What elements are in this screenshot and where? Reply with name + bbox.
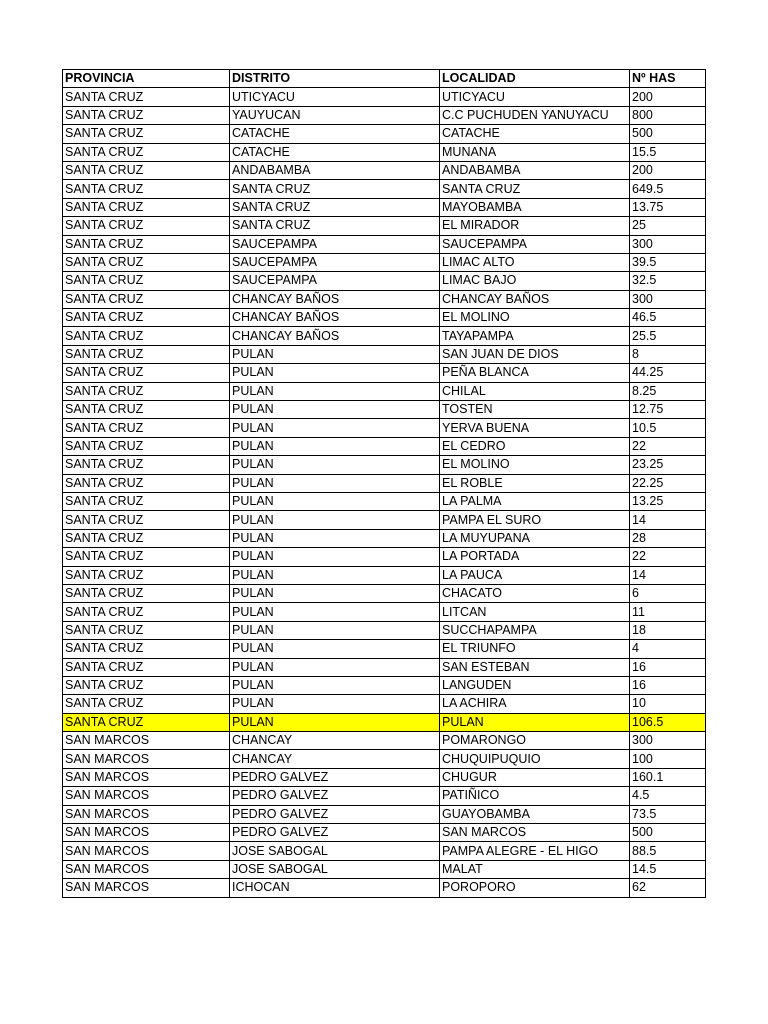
cell-distrito[interactable]: PULAN [230, 713, 440, 731]
table-row [63, 603, 706, 621]
cell-distrito[interactable]: YAUYUCAN [230, 106, 440, 124]
table-row [63, 272, 706, 290]
cell-has[interactable]: 16 [630, 658, 706, 676]
cell-has[interactable]: 12.75 [630, 401, 706, 419]
table-row [63, 437, 706, 455]
table-row [63, 106, 706, 124]
cell-distrito[interactable]: CATACHE [230, 125, 440, 143]
cell-distrito[interactable]: PULAN [230, 437, 440, 455]
cell-provincia[interactable]: SANTA CRUZ [63, 492, 230, 510]
table-row [63, 309, 706, 327]
table-row [63, 180, 706, 198]
table-row [63, 364, 706, 382]
cell-provincia[interactable]: SANTA CRUZ [63, 621, 230, 639]
cell-localidad[interactable]: EL MOLINO [440, 456, 630, 474]
cell-provincia[interactable]: SANTA CRUZ [63, 658, 230, 676]
cell-localidad[interactable]: LA PORTADA [440, 548, 630, 566]
cell-localidad[interactable]: CHANCAY BAÑOS [440, 290, 630, 308]
cell-has[interactable]: 22.25 [630, 474, 706, 492]
cell-has[interactable]: 10 [630, 695, 706, 713]
header-localidad[interactable]: LOCALIDAD [440, 70, 630, 88]
cell-localidad[interactable]: PAMPA ALEGRE - EL HIGO [440, 842, 630, 860]
cell-has[interactable]: 800 [630, 106, 706, 124]
cell-has[interactable]: 6 [630, 584, 706, 602]
cell-localidad[interactable]: SAUCEPAMPA [440, 235, 630, 253]
cell-provincia[interactable]: SANTA CRUZ [63, 548, 230, 566]
cell-has[interactable]: 160.1 [630, 768, 706, 786]
table-row [63, 676, 706, 694]
cell-localidad[interactable]: LITCAN [440, 603, 630, 621]
cell-localidad[interactable]: PEÑA BLANCA [440, 364, 630, 382]
cell-distrito[interactable]: PEDRO GALVEZ [230, 805, 440, 823]
cell-distrito[interactable]: PEDRO GALVEZ [230, 824, 440, 842]
cell-distrito[interactable]: PULAN [230, 474, 440, 492]
cell-distrito[interactable]: JOSE SABOGAL [230, 842, 440, 860]
cell-provincia[interactable]: SANTA CRUZ [63, 161, 230, 179]
cell-has[interactable]: 8.25 [630, 382, 706, 400]
cell-provincia[interactable]: SANTA CRUZ [63, 676, 230, 694]
cell-provincia[interactable]: SANTA CRUZ [63, 106, 230, 124]
cell-provincia[interactable]: SANTA CRUZ [63, 713, 230, 731]
cell-has[interactable]: 16 [630, 676, 706, 694]
cell-has[interactable]: 22 [630, 437, 706, 455]
cell-distrito[interactable]: PULAN [230, 419, 440, 437]
header-distrito[interactable]: DISTRITO [230, 70, 440, 88]
cell-has[interactable]: 11 [630, 603, 706, 621]
cell-provincia[interactable]: SANTA CRUZ [63, 401, 230, 419]
table-row [63, 125, 706, 143]
cell-localidad[interactable]: LIMAC BAJO [440, 272, 630, 290]
cell-has[interactable]: 44.25 [630, 364, 706, 382]
cell-has[interactable]: 100 [630, 750, 706, 768]
cell-provincia[interactable]: SANTA CRUZ [63, 272, 230, 290]
cell-provincia[interactable]: SANTA CRUZ [63, 253, 230, 271]
cell-provincia[interactable]: SANTA CRUZ [63, 180, 230, 198]
table-row [63, 235, 706, 253]
table-row [63, 529, 706, 547]
cell-provincia[interactable]: SANTA CRUZ [63, 327, 230, 345]
table-row [63, 419, 706, 437]
cell-has[interactable]: 28 [630, 529, 706, 547]
table-row [63, 768, 706, 786]
cell-localidad[interactable]: SAN JUAN DE DIOS [440, 345, 630, 363]
cell-provincia[interactable]: SANTA CRUZ [63, 143, 230, 161]
cell-distrito[interactable]: PULAN [230, 382, 440, 400]
cell-provincia[interactable]: SANTA CRUZ [63, 456, 230, 474]
table-row [63, 492, 706, 510]
cell-has[interactable]: 500 [630, 824, 706, 842]
header-provincia[interactable]: PROVINCIA [63, 70, 230, 88]
table-row [63, 713, 706, 731]
cell-distrito[interactable]: PULAN [230, 548, 440, 566]
cell-provincia[interactable]: SANTA CRUZ [63, 529, 230, 547]
cell-has[interactable]: 649.5 [630, 180, 706, 198]
cell-localidad[interactable]: MUNANA [440, 143, 630, 161]
cell-has[interactable]: 200 [630, 88, 706, 106]
cell-localidad[interactable]: EL CEDRO [440, 437, 630, 455]
cell-localidad[interactable]: MAYOBAMBA [440, 198, 630, 216]
cell-provincia[interactable]: SAN MARCOS [63, 860, 230, 878]
table-row [63, 621, 706, 639]
cell-has[interactable]: 15.5 [630, 143, 706, 161]
table-row [63, 217, 706, 235]
cell-provincia[interactable]: SANTA CRUZ [63, 474, 230, 492]
cell-has[interactable]: 22 [630, 548, 706, 566]
cell-localidad[interactable]: SAN ESTEBAN [440, 658, 630, 676]
cell-has[interactable]: 13.25 [630, 492, 706, 510]
cell-has[interactable]: 8 [630, 345, 706, 363]
cell-distrito[interactable]: SAUCEPAMPA [230, 253, 440, 271]
cell-distrito[interactable]: SANTA CRUZ [230, 198, 440, 216]
cell-provincia[interactable]: SAN MARCOS [63, 750, 230, 768]
cell-has[interactable]: 23.25 [630, 456, 706, 474]
cell-localidad[interactable]: LA MUYUPANA [440, 529, 630, 547]
header-row [63, 70, 706, 88]
cell-has[interactable]: 14 [630, 511, 706, 529]
cell-distrito[interactable]: ANDABAMBA [230, 161, 440, 179]
cell-provincia[interactable]: SANTA CRUZ [63, 125, 230, 143]
cell-distrito[interactable]: PULAN [230, 511, 440, 529]
cell-distrito[interactable]: PULAN [230, 658, 440, 676]
cell-localidad[interactable]: PAMPA EL SURO [440, 511, 630, 529]
cell-provincia[interactable]: SAN MARCOS [63, 879, 230, 897]
cell-localidad[interactable]: PULAN [440, 713, 630, 731]
cell-distrito[interactable]: PULAN [230, 566, 440, 584]
cell-has[interactable]: 106.5 [630, 713, 706, 731]
cell-localidad[interactable]: EL TRIUNFO [440, 640, 630, 658]
cell-provincia[interactable]: SANTA CRUZ [63, 345, 230, 363]
cell-localidad[interactable]: CHACATO [440, 584, 630, 602]
table-body [63, 88, 706, 897]
table-row [63, 695, 706, 713]
cell-has[interactable]: 62 [630, 879, 706, 897]
cell-distrito[interactable]: CHANCAY BAÑOS [230, 327, 440, 345]
cell-localidad[interactable]: POROPORO [440, 879, 630, 897]
cell-has[interactable]: 300 [630, 732, 706, 750]
cell-provincia[interactable]: SANTA CRUZ [63, 419, 230, 437]
cell-has[interactable]: 25 [630, 217, 706, 235]
cell-has[interactable]: 10.5 [630, 419, 706, 437]
cell-distrito[interactable]: SANTA CRUZ [230, 180, 440, 198]
cell-distrito[interactable]: PULAN [230, 621, 440, 639]
cell-provincia[interactable]: SAN MARCOS [63, 842, 230, 860]
table-row [63, 658, 706, 676]
cell-localidad[interactable]: TOSTEN [440, 401, 630, 419]
table-row [63, 474, 706, 492]
cell-provincia[interactable]: SANTA CRUZ [63, 382, 230, 400]
cell-has[interactable]: 500 [630, 125, 706, 143]
localidades-table [62, 69, 706, 898]
cell-provincia[interactable]: SANTA CRUZ [63, 235, 230, 253]
table-row [63, 640, 706, 658]
header-has[interactable]: Nº HAS [630, 70, 706, 88]
cell-distrito[interactable]: PULAN [230, 364, 440, 382]
table-row [63, 584, 706, 602]
table-row [63, 327, 706, 345]
cell-distrito[interactable]: CHANCAY BAÑOS [230, 309, 440, 327]
cell-has[interactable]: 13.75 [630, 198, 706, 216]
spreadsheet [62, 69, 705, 898]
cell-has[interactable]: 14 [630, 566, 706, 584]
cell-localidad[interactable]: LA PALMA [440, 492, 630, 510]
cell-localidad[interactable]: CATACHE [440, 125, 630, 143]
table-row [63, 290, 706, 308]
cell-localidad[interactable]: LA ACHIRA [440, 695, 630, 713]
cell-distrito[interactable]: PULAN [230, 401, 440, 419]
table-row [63, 842, 706, 860]
cell-has[interactable]: 32.5 [630, 272, 706, 290]
cell-distrito[interactable]: PULAN [230, 695, 440, 713]
cell-localidad[interactable]: CHILAL [440, 382, 630, 400]
cell-has[interactable]: 39.5 [630, 253, 706, 271]
cell-localidad[interactable]: MALAT [440, 860, 630, 878]
cell-distrito[interactable]: SAUCEPAMPA [230, 235, 440, 253]
table-row [63, 732, 706, 750]
cell-localidad[interactable]: SUCCHAPAMPA [440, 621, 630, 639]
table-row [63, 511, 706, 529]
cell-has[interactable]: 4 [630, 640, 706, 658]
cell-distrito[interactable]: UTICYACU [230, 88, 440, 106]
cell-provincia[interactable]: SAN MARCOS [63, 768, 230, 786]
cell-localidad[interactable]: CHUQUIPUQUIO [440, 750, 630, 768]
cell-distrito[interactable]: CHANCAY [230, 732, 440, 750]
table-row [63, 198, 706, 216]
cell-localidad[interactable]: LANGUDEN [440, 676, 630, 694]
cell-localidad[interactable]: ANDABAMBA [440, 161, 630, 179]
cell-distrito[interactable]: JOSE SABOGAL [230, 860, 440, 878]
cell-has[interactable]: 200 [630, 161, 706, 179]
cell-has[interactable]: 300 [630, 235, 706, 253]
table-row [63, 750, 706, 768]
cell-localidad[interactable]: EL MIRADOR [440, 217, 630, 235]
cell-provincia[interactable]: SANTA CRUZ [63, 198, 230, 216]
cell-has[interactable]: 46.5 [630, 309, 706, 327]
cell-distrito[interactable]: PULAN [230, 345, 440, 363]
cell-provincia[interactable]: SAN MARCOS [63, 824, 230, 842]
table-row [63, 401, 706, 419]
cell-distrito[interactable]: PULAN [230, 584, 440, 602]
table-row [63, 456, 706, 474]
cell-provincia[interactable]: SANTA CRUZ [63, 290, 230, 308]
cell-provincia[interactable]: SANTA CRUZ [63, 364, 230, 382]
cell-provincia[interactable]: SANTA CRUZ [63, 695, 230, 713]
table-row [63, 566, 706, 584]
cell-distrito[interactable]: PEDRO GALVEZ [230, 787, 440, 805]
cell-distrito[interactable]: SANTA CRUZ [230, 217, 440, 235]
cell-localidad[interactable]: PATIÑICO [440, 787, 630, 805]
cell-provincia[interactable]: SANTA CRUZ [63, 566, 230, 584]
cell-localidad[interactable]: UTICYACU [440, 88, 630, 106]
cell-provincia[interactable]: SANTA CRUZ [63, 437, 230, 455]
cell-localidad[interactable]: LA PAUCA [440, 566, 630, 584]
cell-provincia[interactable]: SAN MARCOS [63, 805, 230, 823]
cell-has[interactable]: 73.5 [630, 805, 706, 823]
cell-localidad[interactable]: SAN MARCOS [440, 824, 630, 842]
cell-provincia[interactable]: SANTA CRUZ [63, 217, 230, 235]
table-row [63, 345, 706, 363]
cell-distrito[interactable]: CHANCAY [230, 750, 440, 768]
cell-localidad[interactable]: EL MOLINO [440, 309, 630, 327]
cell-localidad[interactable]: SANTA CRUZ [440, 180, 630, 198]
table-row [63, 161, 706, 179]
cell-localidad[interactable]: TAYAPAMPA [440, 327, 630, 345]
cell-distrito[interactable]: PULAN [230, 603, 440, 621]
cell-has[interactable]: 4.5 [630, 787, 706, 805]
cell-has[interactable]: 18 [630, 621, 706, 639]
cell-provincia[interactable]: SANTA CRUZ [63, 309, 230, 327]
table-row [63, 382, 706, 400]
cell-distrito[interactable]: CATACHE [230, 143, 440, 161]
cell-has[interactable]: 300 [630, 290, 706, 308]
table-row [63, 860, 706, 878]
cell-provincia[interactable]: SANTA CRUZ [63, 511, 230, 529]
cell-localidad[interactable]: YERVA BUENA [440, 419, 630, 437]
cell-distrito[interactable]: SAUCEPAMPA [230, 272, 440, 290]
cell-has[interactable]: 25.5 [630, 327, 706, 345]
cell-provincia[interactable]: SANTA CRUZ [63, 603, 230, 621]
cell-localidad[interactable]: LIMAC ALTO [440, 253, 630, 271]
cell-has[interactable]: 14.5 [630, 860, 706, 878]
cell-provincia[interactable]: SAN MARCOS [63, 787, 230, 805]
cell-localidad[interactable]: EL ROBLE [440, 474, 630, 492]
table-row [63, 787, 706, 805]
cell-distrito[interactable]: PULAN [230, 676, 440, 694]
cell-provincia[interactable]: SANTA CRUZ [63, 584, 230, 602]
cell-distrito[interactable]: PULAN [230, 529, 440, 547]
table-row [63, 548, 706, 566]
cell-localidad[interactable]: GUAYOBAMBA [440, 805, 630, 823]
cell-distrito[interactable]: PULAN [230, 456, 440, 474]
cell-distrito[interactable]: PEDRO GALVEZ [230, 768, 440, 786]
cell-distrito[interactable]: ICHOCAN [230, 879, 440, 897]
cell-localidad[interactable]: POMARONGO [440, 732, 630, 750]
table-row [63, 143, 706, 161]
table-row [63, 253, 706, 271]
cell-localidad[interactable]: C.C PUCHUDEN YANUYACU [440, 106, 630, 124]
cell-distrito[interactable]: PULAN [230, 492, 440, 510]
table-row [63, 824, 706, 842]
cell-has[interactable]: 88.5 [630, 842, 706, 860]
table-row [63, 805, 706, 823]
cell-provincia[interactable]: SAN MARCOS [63, 732, 230, 750]
cell-provincia[interactable]: SANTA CRUZ [63, 88, 230, 106]
cell-provincia[interactable]: SANTA CRUZ [63, 640, 230, 658]
cell-distrito[interactable]: PULAN [230, 640, 440, 658]
cell-localidad[interactable]: CHUGUR [440, 768, 630, 786]
table-row [63, 879, 706, 897]
cell-distrito[interactable]: CHANCAY BAÑOS [230, 290, 440, 308]
table-row [63, 88, 706, 106]
